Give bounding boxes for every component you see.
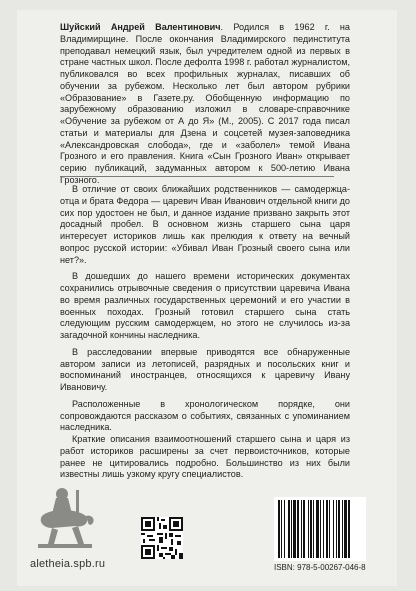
annotation-paragraph: В дошедших до нашего времени исторических документах сохранились отрывочные сведения о присутствии царевича Ивана во время различных государственных церемоний и его участии в военных походах. Грозный готовил старшего сына стать следующим русским самодержцем, но этого не случилось из-за загадочной кончины наследника. — [60, 271, 350, 340]
annotation-paragraph: В расследовании впервые приводятся все обнаруженные автором записи из летописей, разрядных и посольских книг и воспоминаний иностранцев, относящихся к царевичу Ивану Ивановичу. — [60, 346, 350, 392]
lion-publisher-logo-icon — [32, 484, 98, 552]
annotation — [60, 184, 350, 486]
publisher-site: aletheia.spb.ru — [30, 558, 106, 570]
qr-code-icon — [141, 517, 183, 559]
author-name: Шуйский Андрей Валентинович — [60, 22, 221, 32]
author-bio-text: . Родился в 1962 г. на Владимирщине. После окончания Владимирского пединститута преподавал немецкий язык, был учредителем одной из первых в стране частных школ. После дефолта 1998 г. работал журналистом, публиковался во всех профильных журналах, писавших об обучении за рубежом. Несколько лет был автором рубрики «Образование» в Газете.ру. Обобщенную информацию по зарубежному образованию изложил в словаре-справочнике «Обучение за рубежом от А до Я» (М., 2005). С 2017 года писал статьи и материалы для Дзена и соцсетей музея-заповедника «Александровская слобода», где и «заболел» темой Ивана Грозного и его правления. Книга «Сын Грозного Иван» открывает серию публикаций, задуманных автором к 500-летию Ивана Грозного. — [60, 22, 350, 185]
barcode-icon — [274, 497, 366, 561]
author-bio — [60, 22, 350, 187]
annotation-paragraph: В отличие от своих ближайших родственников — самодержца-отца и брата Федора — царевич Иван Иванович отдельной книги до сих пор удостоен не был, и данное издание призвано закрыть этот досадный пробел. В основном жизнь старшего сына царя интересует историков лишь как прелюдия к ответу на вечный вопрос русской истории: «Убивал Иван Грозный своего сына или нет?». — [60, 184, 350, 265]
annotation-paragraph: Расположенные в хронологическом порядке, они сопровождаются рассказом о событиях, связанных с упоминанием наследника. — [60, 398, 350, 433]
isbn-label: ISBN: 978-5-00267-046-8 — [274, 563, 366, 572]
divider — [60, 176, 334, 177]
annotation-paragraph: Краткие описания взаимоотношений старшего сына и царя из работ историков расширены за счет первоисточников, которые ранее не цитировались подробно. Большинство из них были известны лишь узкому кругу специалистов. — [60, 434, 350, 480]
